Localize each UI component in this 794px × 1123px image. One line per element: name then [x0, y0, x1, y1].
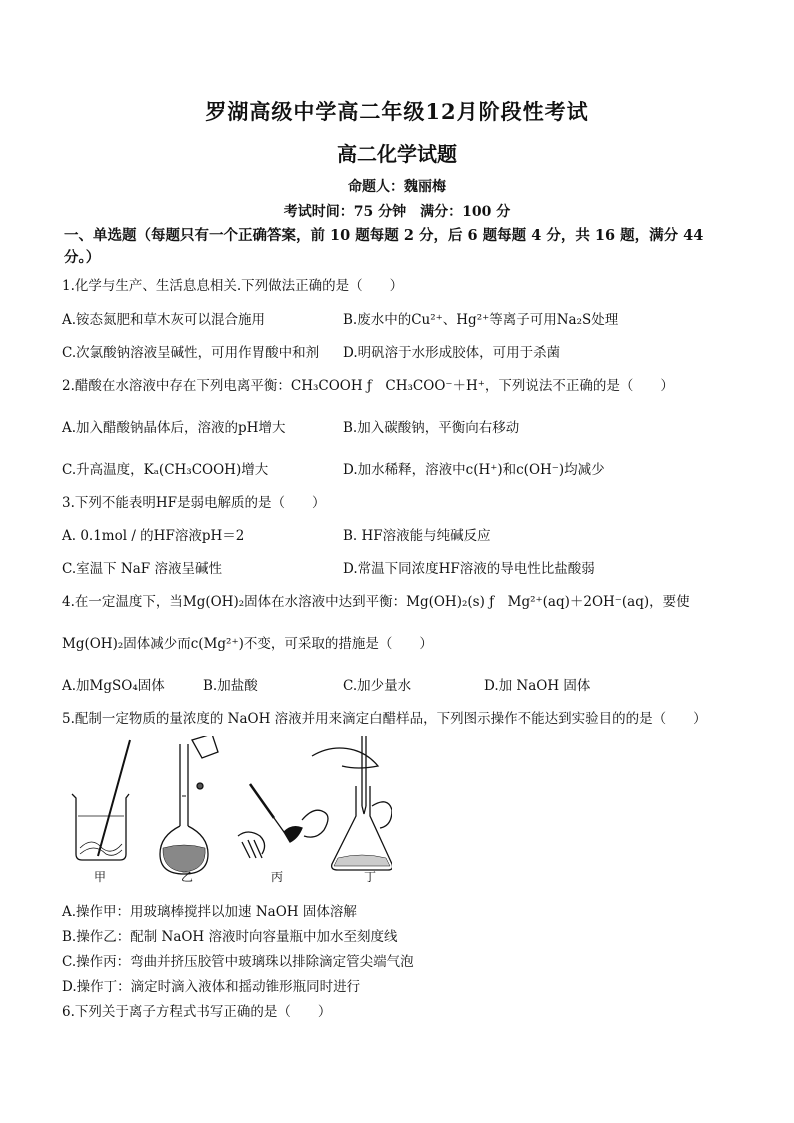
exam-title: 罗湖高级中学高二年级12月阶段性考试 — [205, 99, 589, 124]
q3-stem: 3.下列不能表明HF是弱电解质的是（ ） — [62, 495, 326, 511]
q4-option-d: D.加 NaOH 固体 — [484, 678, 591, 694]
beaker-figure — [72, 740, 130, 860]
caption-ding: 丁 — [364, 870, 377, 884]
section-heading: 一、单选题（每题只有一个正确答案，前 10 题每题 2 分，后 6 题每题 4 分，共 16 题，满分 44 分。） — [64, 227, 704, 266]
titration-figure — [312, 736, 392, 870]
q1-stem: 1.化学与生产、生活息息相关.下列做法正确的是（ ） — [62, 278, 404, 294]
q5-option-a: A.操作甲：用玻璃棒搅拌以加速 NaOH 固体溶解 — [62, 904, 357, 920]
q6-stem: 6.下列关于离子方程式书写正确的是（ ） — [62, 1004, 332, 1020]
q4-stem-line1: 4.在一定温度下，当Mg(OH)₂固体在水溶液中达到平衡：Mg(OH)₂(s) ƒ Mg²⁺(aq)＋2OH⁻(aq)，要使 — [62, 594, 690, 610]
q1-option-a: A.铵态氮肥和草木灰可以混合施用 — [62, 312, 266, 328]
exam-author: 命题人：魏丽梅 — [348, 179, 446, 195]
burette-hands-figure — [238, 784, 328, 858]
q1-option-c: C.次氯酸钠溶液呈碱性，可用作胃酸中和剂 — [62, 345, 320, 361]
q4-option-c: C.加少量水 — [343, 678, 412, 694]
caption-yi: 乙 — [181, 870, 194, 884]
q3-option-a: A. 0.1mol / 的HF溶液pH＝2 — [62, 528, 245, 544]
q1-option-d: D.明矾溶于水形成胶体，可用于杀菌 — [343, 345, 561, 361]
q4-stem-line2: Mg(OH)₂固体减少而c(Mg²⁺)不变，可采取的措施是（ ） — [62, 636, 433, 652]
caption-bing: 丙 — [271, 870, 284, 884]
q5-option-b: B.操作乙：配制 NaOH 溶液时向容量瓶中加水至刻度线 — [62, 929, 398, 945]
lab-operations-figure — [62, 736, 392, 886]
q2-option-a: A.加入醋酸钠晶体后，溶液的pH增大 — [62, 420, 286, 436]
q3-option-c: C.室温下 NaF 溶液呈碱性 — [62, 561, 222, 577]
caption-jia: 甲 — [94, 870, 107, 884]
q5-stem: 5.配制一定物质的量浓度的 NaOH 溶液并用来滴定白醋样品，下列图示操作不能达到实验目的的是（ ） — [62, 711, 707, 727]
q2-option-b: B.加入碳酸钠，平衡向右移动 — [343, 420, 520, 436]
q4-option-b: B.加盐酸 — [203, 678, 258, 694]
q5-option-c: C.操作丙：弯曲并挤压胶管中玻璃珠以排除滴定管尖端气泡 — [62, 954, 414, 970]
q2-stem: 2.醋酸在水溶液中存在下列电离平衡：CH₃COOH ƒ CH₃COO⁻＋H⁺，下列说法不正确的是（ ） — [62, 378, 674, 394]
q5-option-d: D.操作丁：滴定时滴入液体和摇动锥形瓶同时进行 — [62, 979, 361, 995]
volumetric-flask-figure — [160, 736, 218, 874]
exam-subtitle: 高二化学试题 — [337, 142, 457, 166]
q3-option-d: D.常温下同浓度HF溶液的导电性比盐酸弱 — [343, 561, 595, 577]
q3-option-b: B. HF溶液能与纯碱反应 — [343, 528, 491, 544]
exam-info: 考试时间：75 分钟 满分：100 分 — [283, 204, 511, 220]
q1-option-b: B.废水中的Cu²⁺、Hg²⁺等离子可用Na₂S处理 — [343, 312, 619, 328]
q4-option-a: A.加MgSO₄固体 — [62, 678, 165, 694]
q2-option-c: C.升高温度，Kₐ(CH₃COOH)增大 — [62, 462, 269, 478]
q2-option-d: D.加水稀释，溶液中c(H⁺)和c(OH⁻)均减少 — [343, 462, 605, 478]
